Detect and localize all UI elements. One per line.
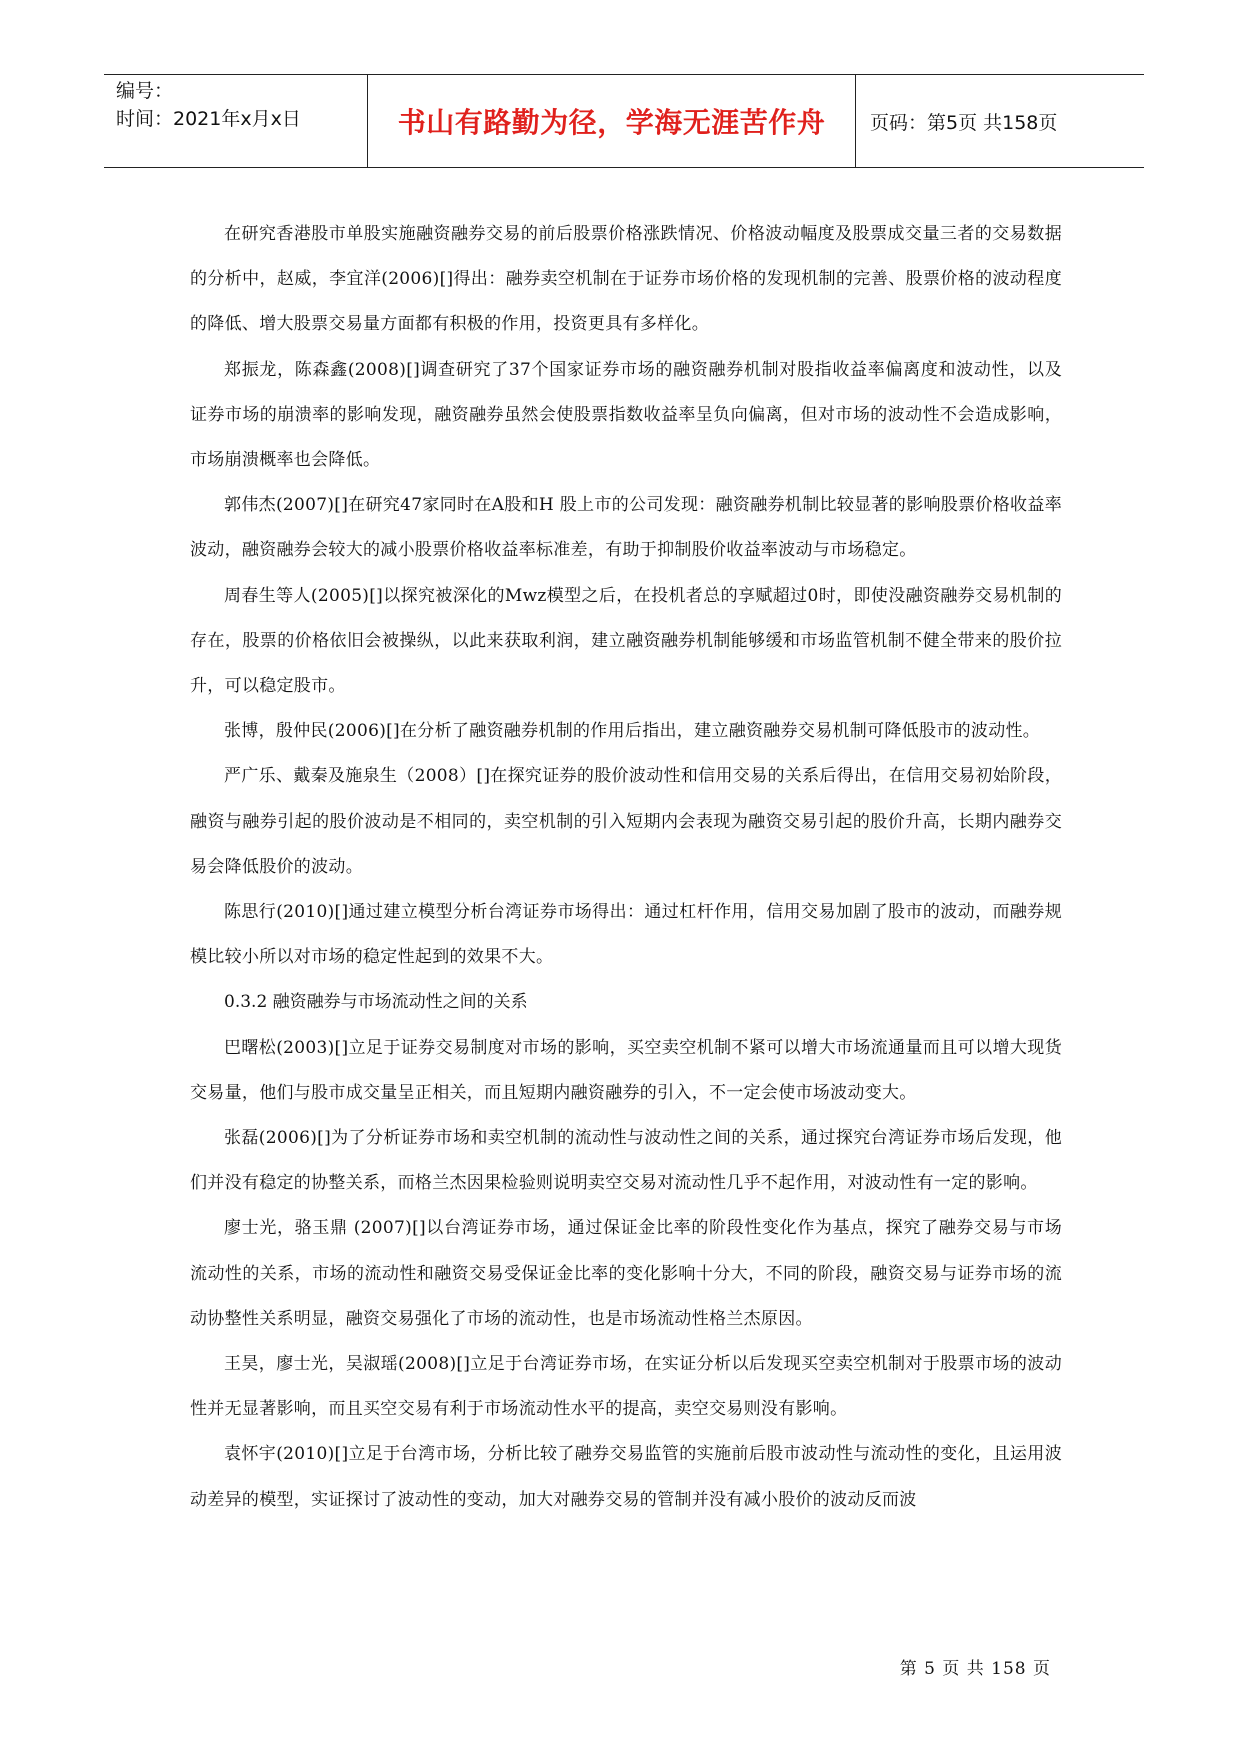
body-paragraph: 在研究香港股市单股实施融资融券交易的前后股票价格涨跌情况、价格波动幅度及股票成交量三者的交易数据的分析中，赵威，李宜洋(2006)[]得出：融券卖空机制在于证券市场价格的发现机制的完善、股票价格的波动程度的降低、增大股票交易量方面都有积极的作用，投资更具有多样化。 [190, 224, 1062, 335]
document-body [190, 212, 1062, 1523]
body-paragraph: 王昊，廖士光，吴淑瑶(2008)[]立足于台湾证券市场，在实证分析以后发现买空卖空机制对于股票市场的波动性并无显著影响，而且买空交易有利于市场流动性水平的提高，卖空交易则没有影响。 [190, 1354, 1062, 1420]
header-meta [104, 75, 368, 167]
document-number-label: 编号： [116, 80, 174, 102]
body-paragraph: 廖士光，骆玉鼎 (2007)[]以台湾证券市场，通过保证金比率的阶段性变化作为基点，探究了融券交易与市场流动性的关系，市场的流动性和融资交易受保证金比率的变化影响十分大，不同的阶段，融资交易与证券市场的流动协整性关系明显，融资交易强化了市场的流动性，也是市场流动性格兰杰原因。 [190, 1218, 1062, 1329]
body-paragraph: 巴曙松(2003)[]立足于证券交易制度对市场的影响，买空卖空机制不紧可以增大市场流通量而且可以增大现货交易量，他们与股市成交量呈正相关，而且短期内融资融券的引入，不一定会使市场波动变大。 [190, 1037, 1062, 1103]
body-paragraph: 严广乐、戴秦及施泉生（2008）[]在探究证券的股价波动性和信用交易的关系后得出，在信用交易初始阶段，融资与融券引起的股价波动是不相同的，卖空机制的引入短期内会表现为融资交易引起的股价升高，长期内融券交易会降低股价的波动。 [190, 766, 1062, 877]
body-paragraph: 郭伟杰(2007)[]在研究47家同时在A股和H 股上市的公司发现：融资融券机制比较显著的影响股票价格收益率波动，融资融券会较大的减小股票价格收益率标准差，有助于抑制股价收益率波动与市场稳定。 [190, 495, 1062, 561]
page-header [104, 74, 1144, 168]
header-motto: 书山有路勤为径，学海无涯苦作舟 [368, 75, 856, 167]
section-heading: 0.3.2 融资融券与市场流动性之间的关系 [224, 992, 528, 1013]
body-paragraph: 袁怀宇(2010)[]立足于台湾市场，分析比较了融券交易监管的实施前后股市波动性与流动性的变化，且运用波动差异的模型，实证探讨了波动性的变动，加大对融券交易的管制并没有减小股价的波动反而波 [190, 1444, 1062, 1510]
body-paragraph: 周春生等人(2005)[]以探究被深化的Mwz模型之后，在投机者总的享赋超过0时，即使没融资融券交易机制的存在，股票的价格依旧会被操纵，以此来获取利润，建立融资融券机制能够缓和市场监管机制不健全带来的股价拉升，可以稳定股市。 [190, 585, 1062, 697]
body-paragraph: 张博，殷仲民(2006)[]在分析了融资融券机制的作用后指出，建立融资融券交易机制可降低股市的波动性。 [224, 721, 1041, 742]
header-page-label: 页码：第5页 共158页 [870, 111, 1058, 134]
page-footer: 第 5 页 共 158 页 [899, 1659, 1051, 1679]
body-paragraph: 张磊(2006)[]为了分析证券市场和卖空机制的流动性与波动性之间的关系，通过探究台湾证券市场后发现，他们并没有稳定的协整关系，而格兰杰因果检验则说明卖空交易对流动性几乎不起作用，对波动性有一定的影响。 [190, 1128, 1062, 1194]
body-paragraph: 陈思行(2010)[]通过建立模型分析台湾证券市场得出：通过杠杆作用，信用交易加剧了股市的波动，而融券规模比较小所以对市场的稳定性起到的效果不大。 [190, 902, 1062, 968]
body-paragraph: 郑振龙，陈森鑫(2008)[]调查研究了37个国家证券市场的融资融券机制对股指收益率偏离度和波动性，以及证券市场的崩溃率的影响发现，融资融券虽然会使股票指数收益率呈负向偏离，但对市场的波动性不会造成影响，市场崩溃概率也会降低。 [190, 359, 1062, 471]
document-time-label: 时间：2021年x月x日 [116, 108, 301, 130]
